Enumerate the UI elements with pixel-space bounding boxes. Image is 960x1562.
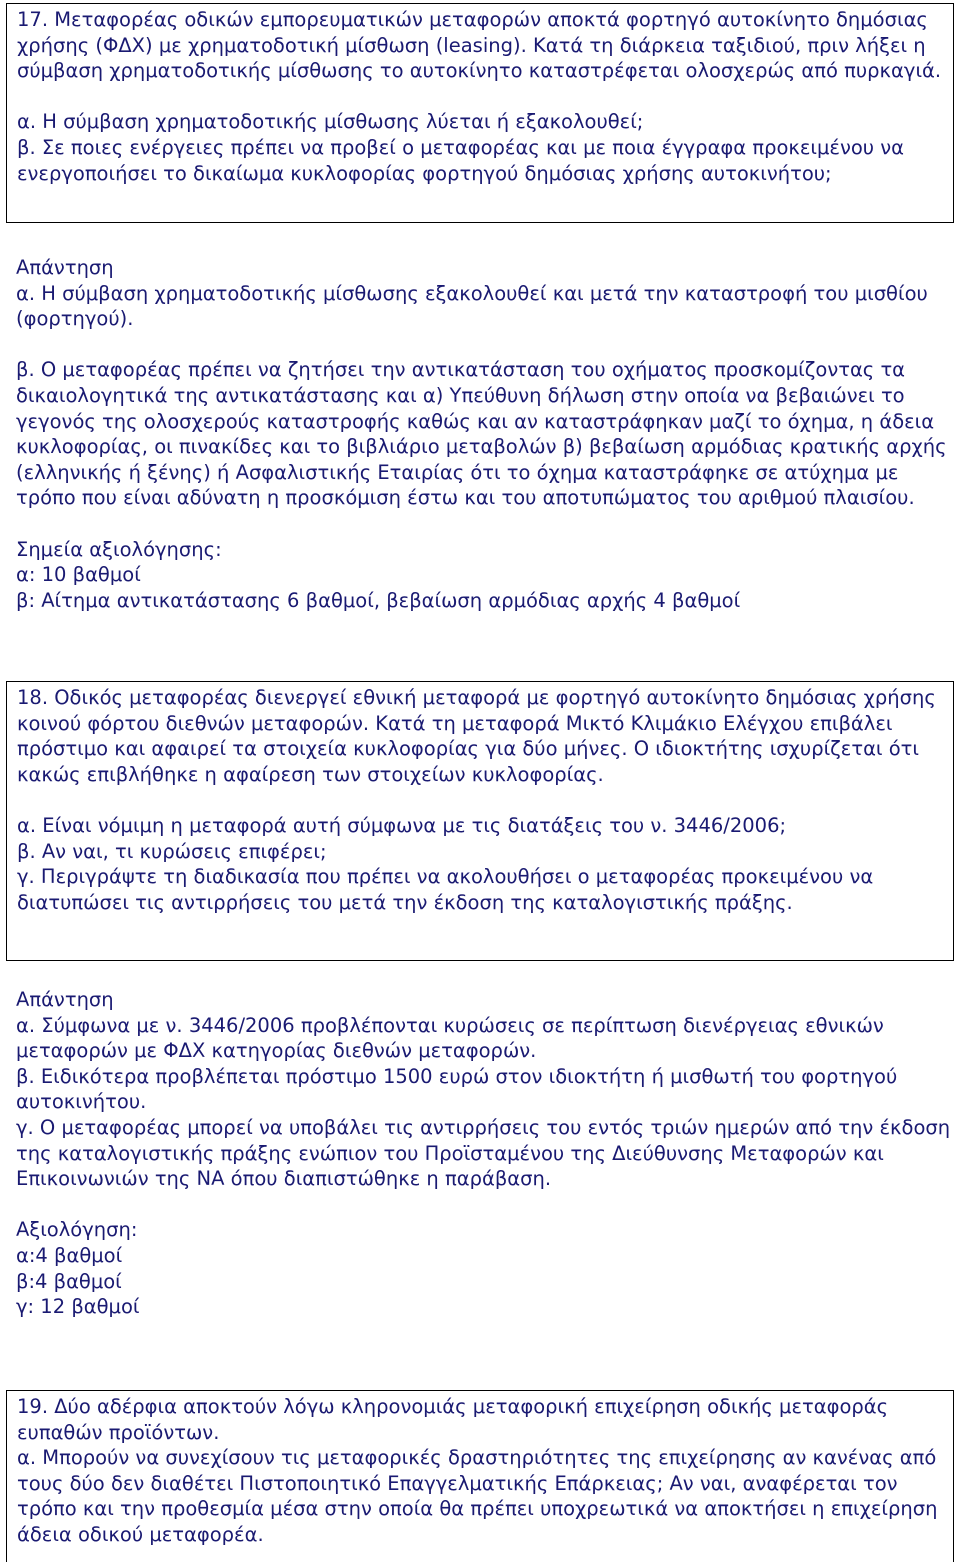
q19-question-line: 19. Δύο αδέρφια αποκτούν λόγω κληρονομιάς μεταφορική επιχείρηση οδικής μεταφοράς xyxy=(17,1395,889,1418)
grading-18-title: Αξιολόγηση: xyxy=(16,1218,138,1242)
answer-17-title: Απάντηση xyxy=(16,256,114,279)
answer-18-line: της καταλογιστικής πράξης ενώπιον του Προϊσταμένου της Διεύθυνσης Μεταφορών και xyxy=(16,1141,884,1165)
answer-18-line: β. Ειδικότερα προβλέπεται πρόστιμο 1500 ευρώ στον ιδιοκτήτη ή μισθωτή του φορτηγού xyxy=(16,1064,898,1088)
q18-question-line: κακώς επιβλήθηκε η αφαίρεση των στοιχείων κυκλοφορίας. xyxy=(17,762,604,786)
q18-sub-line: διατυπώσει τις αντιρρήσεις του μετά την έκδοση της καταλογιστικής πράξης. xyxy=(17,890,793,914)
q17-question-line: σύμβαση χρηματοδοτικής μίσθωσης το αυτοκίνητο καταστρέφεται ολοσχερώς από πυρκαγιά. xyxy=(17,59,942,83)
grading-17-title: Σημεία αξιολόγησης: xyxy=(16,537,222,561)
q18-question-line: πρόστιμο και αφαιρεί τα στοιχεία κυκλοφορίας για δύο μήνες. Ο ιδιοκτήτης ισχυρίζεται ότι xyxy=(17,737,919,761)
grading-18-line: γ: 12 βαθμοί xyxy=(16,1295,140,1319)
question-17-box xyxy=(6,3,954,223)
q19-question-line: α. Μπορούν να συνεχίσουν τις μεταφορικές δραστηριότητες της επιχείρησης αν κανένας από xyxy=(17,1446,937,1470)
answer-17 xyxy=(16,255,951,613)
answer-17-b-line: κυκλοφορίας, οι πινακίδες και το βιβλιάριο μεταβολών β) βεβαίωση αρμόδιας κρατικής αρχής xyxy=(16,435,947,459)
q17-question-line: 17. Μεταφορέας οδικών εμπορευματικών μεταφορών αποκτά φορτηγό αυτοκίνητο δημόσιας xyxy=(17,8,928,31)
q19-question-line: τρόπο και την προθεσμία μέσα στην οποία θα πρέπει υποχρεωτικά να αποκτήσει η επιχείρηση xyxy=(17,1497,938,1521)
answer-18-line: μεταφορών με ΦΔΧ κατηγορίας διεθνών μεταφορών. xyxy=(16,1039,537,1063)
answer-17-a-line: (φορτηγού). xyxy=(16,307,134,331)
answer-18-line: αυτοκινήτου. xyxy=(16,1090,147,1114)
grading-18-line: α:4 βαθμοί xyxy=(16,1243,123,1267)
answer-17-b-line: γεγονός της ολοσχερούς καταστροφής καθώς και αν καταστράφηκαν μαζί το όχημα, η άδεια xyxy=(16,409,935,433)
answer-17-a-line: α. Η σύμβαση χρηματοδοτικής μίσθωσης εξακολουθεί και μετά την καταστροφή του μισθίου xyxy=(16,281,928,305)
q19-question-line: άδεια οδικού μεταφορέα. xyxy=(17,1522,264,1546)
answer-18 xyxy=(16,987,951,1320)
answer-17-b-line: τρόπο που είναι αδύνατη η προσκόμιση έστω και του αποτυπώματος του αριθμού πλαισίου. xyxy=(16,486,915,510)
q18-sub-line: γ. Περιγράψτε τη διαδικασία που πρέπει να ακολουθήσει ο μεταφορέας προκειμένου να xyxy=(17,865,874,889)
question-18-box xyxy=(6,681,954,961)
answer-18-line: α. Σύμφωνα με ν. 3446/2006 προβλέπονται κυρώσεις σε περίπτωση διενέργειας εθνικών xyxy=(16,1013,884,1037)
answer-17-b-line: β. Ο μεταφορέας πρέπει να ζητήσει την αντικατάσταση του οχήματος προσκομίζοντας τα xyxy=(16,358,906,382)
answer-17-b-line: (ελληνικής ή ξένης) ή Ασφαλιστικής Εταιρίας ότι το όχημα καταστράφηκε σε ατύχημα με xyxy=(16,460,899,484)
answer-18-line: γ. Ο μεταφορέας μπορεί να υποβάλει τις αντιρρήσεις του εντός τριών ημερών από την έκδοση xyxy=(16,1115,951,1139)
q19-question-line: ευπαθών προϊόντων. xyxy=(17,1420,220,1444)
q17-sub-b-line: ενεργοποιήσει το δικαίωμα κυκλοφορίας φορτηγού δημόσιας χρήσης αυτοκινήτου; xyxy=(17,161,832,185)
answer-18-title: Απάντηση xyxy=(16,988,114,1011)
question-19-box xyxy=(6,1390,954,1562)
q18-question-line: 18. Οδικός μεταφορέας διενεργεί εθνική μεταφορά με φορτηγό αυτοκίνητο δημόσιας χρήσης xyxy=(17,686,936,709)
q18-question-line: κοινού φόρτου διεθνών μεταφορών. Κατά τη μεταφορά Μικτό Κλιμάκιο Ελέγχου επιβάλει xyxy=(17,711,893,735)
grading-17-line: β: Αίτημα αντικατάστασης 6 βαθμοί, βεβαίωση αρμόδιας αρχής 4 βαθμοί xyxy=(16,588,741,612)
q18-sub-line: α. Είναι νόμιμη η μεταφορά αυτή σύμφωνα με τις διατάξεις του ν. 3446/2006; xyxy=(17,813,787,837)
grading-17-line: α: 10 βαθμοί xyxy=(16,563,141,587)
answer-17-b-line: δικαιολογητικά της αντικατάστασης και α) Υπεύθυνη δήλωση στην οποία να βεβαιώνει το xyxy=(16,383,905,407)
q17-question-line: χρήσης (ΦΔΧ) με χρηματοδοτική μίσθωση (leasing). Κατά τη διάρκεια ταξιδιού, πριν λήξει η xyxy=(17,33,926,57)
q17-sub-a: α. Η σύμβαση χρηματοδοτικής μίσθωσης λύεται ή εξακολουθεί; xyxy=(17,110,644,134)
answer-18-line: Επικοινωνιών της ΝΑ όπου διαπιστώθηκε η παράβαση. xyxy=(16,1167,552,1191)
q17-sub-b-line: β. Σε ποιες ενέργειες πρέπει να προβεί ο μεταφορέας και με ποια έγγραφα προκειμένου να xyxy=(17,135,905,159)
q18-sub-line: β. Αν ναι, τι κυρώσεις επιφέρει; xyxy=(17,839,327,863)
q19-question-line: τους δύο δεν διαθέτει Πιστοποιητικό Επαγγελματικής Επάρκειας; Αν ναι, αναφέρεται τον xyxy=(17,1471,898,1495)
grading-18-line: β:4 βαθμοί xyxy=(16,1269,122,1293)
